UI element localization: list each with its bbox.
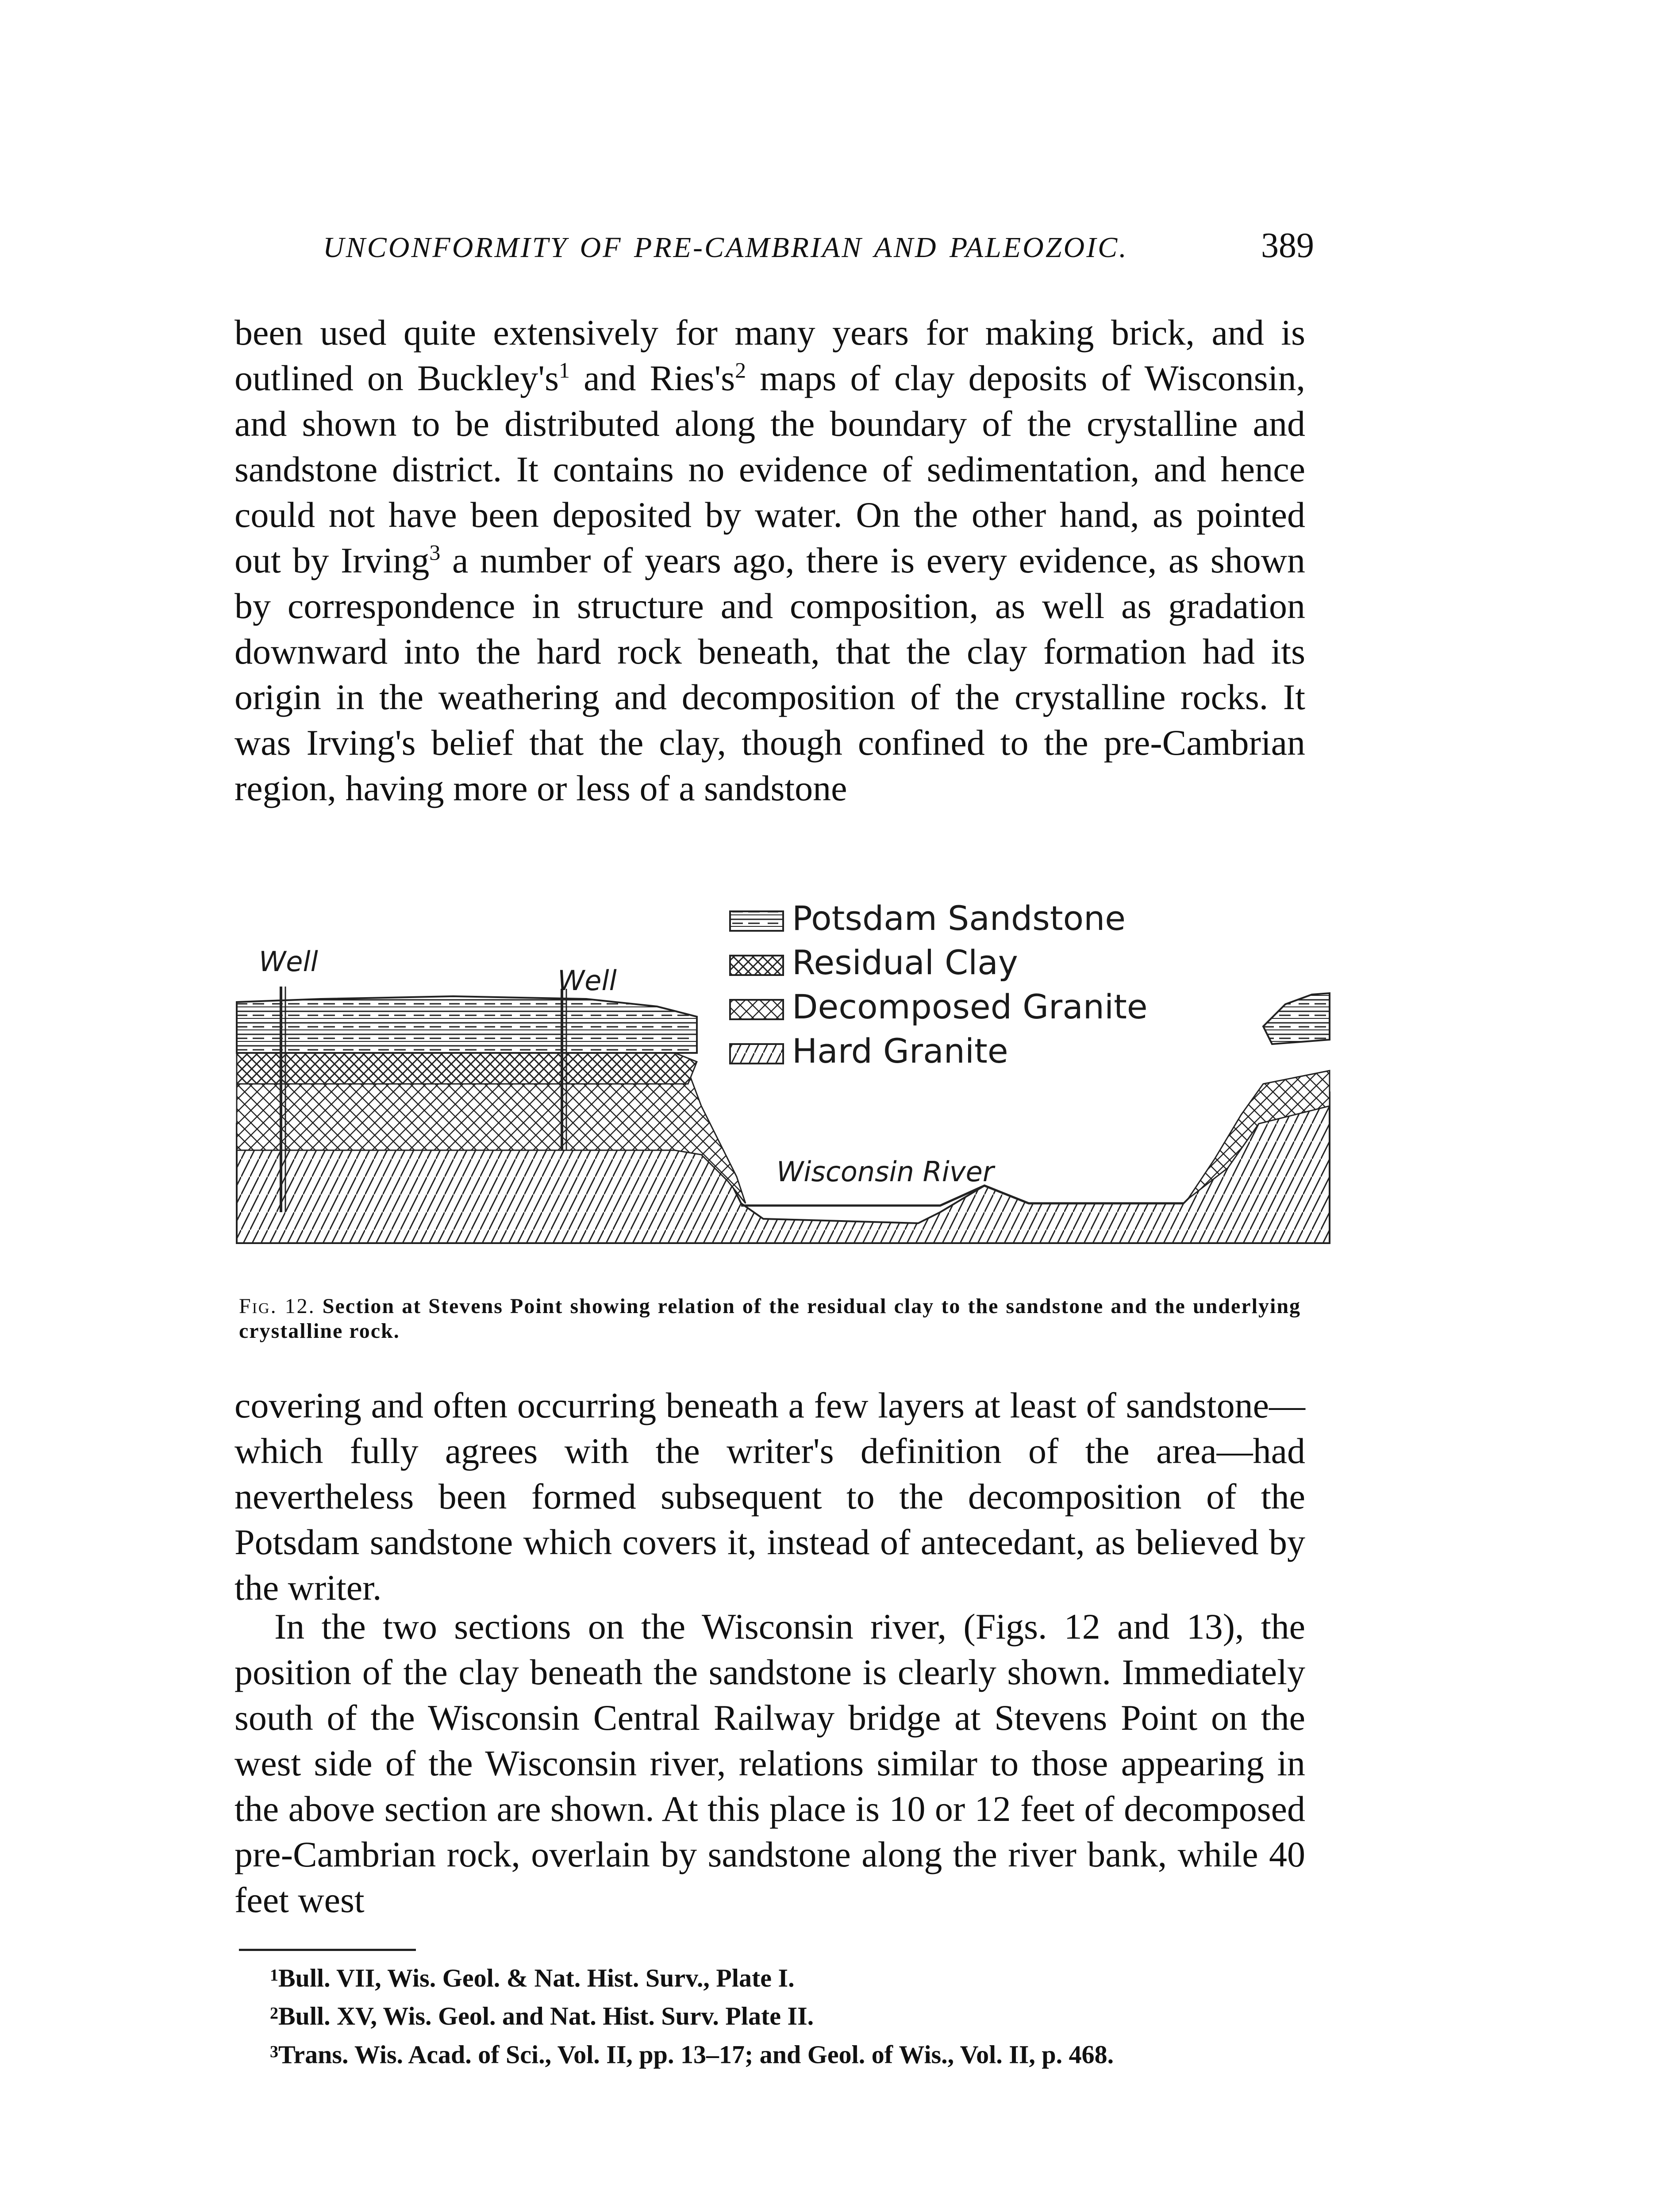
legend-swatch-sandstone (730, 911, 783, 931)
legend-label-clay: Residual Clay (792, 943, 1018, 982)
well-label-left: Well (259, 945, 318, 978)
p1-text-d: a number of years ago, there is every evidence, as shown by correspondence in structure and composition, as well as gradation downward into the hard rock beneath, that the clay formation had its origin in the weathering and decomposition of the crystalline rocks. It was Irving's belief that the clay, though confined to the pre-Cambrian region, having more or less of a sandstone (235, 540, 1305, 808)
footnote-mark-3: 3 (270, 2042, 278, 2061)
body-paragraph-2: covering and often occurring beneath a few layers at least of sandstone—which fully agrees with the writer's definition of the area—had nevertheless been formed subsequent to the decomposition of the Potsdam sandstone which covers it, instead of antecedant, as believed by the writer. (235, 1385, 1305, 1608)
footnote-mark-2: 2 (270, 2004, 278, 2023)
figure-12-section (232, 894, 1338, 1256)
legend-label-hard: Hard Granite (792, 1031, 1008, 1071)
running-head: UNCONFORMITY OF PRE-CAMBRIAN AND PALEOZOIC. (323, 231, 1128, 264)
page-header (323, 226, 1314, 270)
footnote-3 (235, 2034, 1305, 2072)
footnote-2 (235, 1996, 1305, 2034)
sandstone-layer-right (1263, 993, 1330, 1044)
footnote-ref-1: 1 (558, 357, 570, 383)
figure-caption-label: Fig. 12. (239, 1294, 315, 1318)
p1-text-a: been used quite extensively for many years for making brick, and is outlined on Buckley's (235, 312, 1305, 398)
footnote-3-text: Trans. Wis. Acad. of Sci., Vol. II, pp. 13–17; and Geol. of Wis., Vol. II, p. 468. (278, 2039, 1114, 2069)
sandstone-layer-left (237, 996, 697, 1053)
cross-section-diagram (232, 894, 1338, 1256)
body-paragraph-3: In the two sections on the Wisconsin river, (Figs. 12 and 13), the position of the clay beneath the sandstone is clearly shown. Immediately south of the Wisconsin Central Railway bridge at Stevens Point on the west side of the Wisconsin river, relations similar to those appearing in the above section are shown. At this place is 10 or 12 feet of decomposed pre-Cambrian rock, overlain by sandstone along the river bank, while 40 feet west (235, 1606, 1305, 1920)
footnote-ref-2: 2 (735, 357, 746, 383)
footnotes (235, 1958, 1305, 2072)
footnote-mark-1: 1 (270, 1966, 278, 1985)
footnote-2-text: Bull. XV, Wis. Geol. and Nat. Hist. Surv. Plate II. (278, 2001, 814, 2031)
p1-text-b: and Ries's (569, 358, 735, 398)
legend-swatch-clay (730, 956, 783, 975)
figure-caption (239, 1294, 1301, 1344)
legend (730, 899, 1148, 1071)
figure-caption-text: Section at Stevens Point showing relation of the residual clay to the sandstone and the underlying crystalline rock. (239, 1294, 1301, 1343)
legend-swatch-hard (730, 1044, 783, 1064)
footnote-ref-3: 3 (429, 540, 441, 565)
well-label-right: Well (557, 964, 617, 997)
legend-swatch-decomposed (730, 1000, 783, 1019)
legend-label-decomposed: Decomposed Granite (792, 987, 1148, 1026)
footnote-divider (239, 1949, 416, 1951)
river-label: Wisconsin River (777, 1156, 994, 1188)
page-number: 389 (1261, 226, 1314, 265)
footnote-1 (235, 1958, 1305, 1996)
legend-label-sandstone: Potsdam Sandstone (792, 899, 1126, 938)
p1-text-c: maps of clay deposits of Wisconsin, and shown to be distributed along the boundary of the crystalline and sandstone district. It contains no evidence of sedimentation, and hence could not have been deposited by water. On the other hand, as pointed out by Irving (235, 358, 1305, 580)
body-paragraph-1 (235, 310, 1305, 811)
footnote-1-text: Bull. VII, Wis. Geol. & Nat. Hist. Surv., Plate I. (278, 1963, 795, 1993)
